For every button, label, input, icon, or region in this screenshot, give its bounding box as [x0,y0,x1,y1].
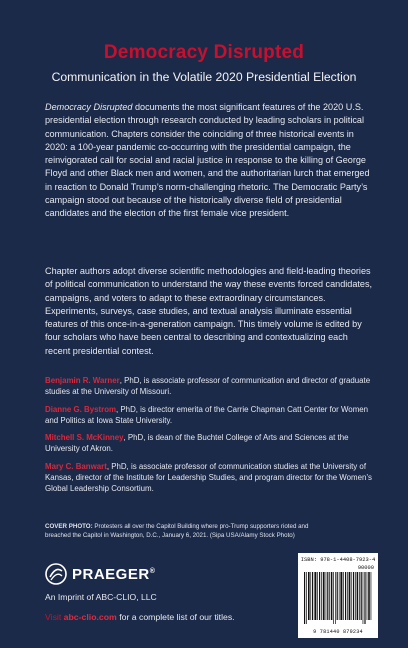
editor-name: Dianne G. Bystrom [45,404,117,414]
isbn-digits: 9 781440 879234 [313,629,363,635]
barcode-icon [298,553,378,638]
editor-bio-text: , PhD, is director emerita of the Carrie Chapman Catt Center for Women and Politics at Iowa State University. [45,404,369,425]
visit-suffix: for a complete list of our titles. [116,612,235,622]
description-paragraph-2: Chapter authors adopt diverse scientific methodologies and field-leading theories of political communication to understand the way these events forced candidates, campaigns, and voters to adapt to these extraordinary circumstances. Experiments, surveys, case studies, and textual analysis illuminate essential features of this once-in-a-generation campaign. This timely volume is edited by four scholars who have been central to describing and contextualizing each recent presidential contest. [45,266,373,356]
visit-line [45,612,235,622]
praeger-logo-icon [45,563,67,585]
editor-bio-text: , PhD, is associate professor of communication and director of graduate studies at the University of Missouri. [45,376,371,397]
price-code: 90000 [357,565,374,571]
editor-bios [45,375,375,501]
publisher-url-link[interactable]: abc-clio.com [63,612,117,622]
publisher-logo [45,563,155,585]
editor-bio [45,404,375,427]
visit-prefix: Visit [45,612,64,622]
cover-photo-text: Protesters all over the Capitol Building where pro-Trump supporters rioted and breached the Capitol in Washington, D.C., January 6, 2021. (Sipa USA/Alamy Stock Photo) [45,523,309,539]
editor-bio [45,432,375,455]
cover-photo-label: COVER PHOTO: [45,523,93,530]
publisher-name: PRAEGER [72,565,150,583]
editor-name: Benjamin R. Warner [45,376,120,385]
description-italic-title: Democracy Disrupted [45,102,133,112]
imprint-line: An Imprint of ABC-CLIO, LLC [45,592,157,602]
book-subtitle: Communication in the Volatile 2020 Presidential Election [51,70,357,84]
publisher-logo-text [72,566,155,583]
isbn-barcode [298,553,378,638]
registered-mark: ® [149,567,156,575]
editor-bio-text: , PhD, is dean of the Buchtel College of Arts and Sciences at the University of Akron. [45,433,349,454]
description-paragraph-1 [45,101,375,221]
editor-bio [45,375,375,398]
editor-name: Mary C. Banwart [45,461,107,471]
description-text-1: documents the most significant features of the 2020 U.S. presidential election through research conducted by leading scholars in political communication. Chapters consider the coinciding of three historical events in 2020: a 100-year pandemic co-occurring with the presidential campaign, the reinvigorated call for social and racial justice in response to the killing of George Floyd and other Black men and women, and the authoritarian lurch that emerged in reaction to Donald Trump’s norm-challenging rhetoric. The Democratic Party’s campaign stood out because of the historically diverse field of presidential candidates and the election of the first female vice president. [45,102,370,219]
editor-bio [45,461,375,495]
editor-bio-text: , PhD, is associate professor of communication studies at the University of Kansas, director of the Institute for Leadership Studies, and program director for the Women’s Global Leadership Consortium. [45,461,372,494]
editor-name: Mitchell S. McKinney [45,433,124,443]
book-title: Democracy Disrupted [103,42,305,63]
cover-photo-credit [45,522,330,540]
isbn-text: ISBN: 978-1-4408-7923-4 [300,557,376,563]
